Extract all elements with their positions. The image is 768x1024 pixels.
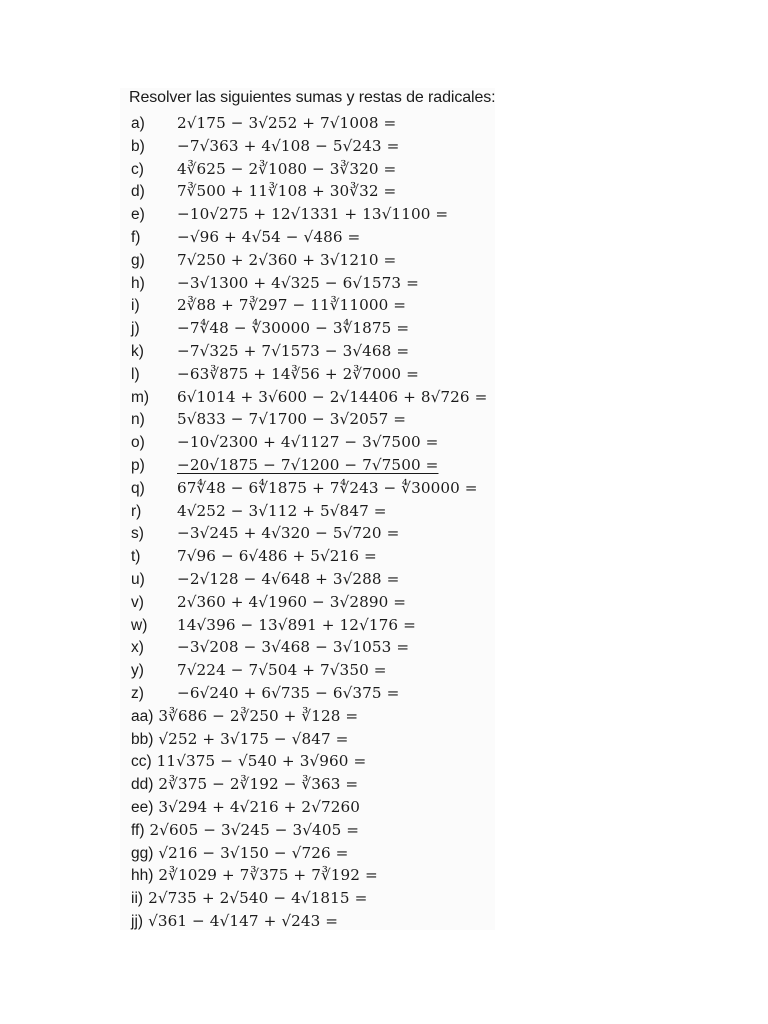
exercise-expression: −7√325 + 7√1573 − 3√468 = xyxy=(177,341,410,360)
exercise-label: j) xyxy=(131,320,140,338)
exercise-label: g) xyxy=(131,251,145,269)
exercise-item xyxy=(129,614,499,637)
exercise-expression: 3√294 + 4√216 + 2√7260 xyxy=(158,797,361,816)
exercise-expression: 67∜48 − 6∜1875 + 7∜243 − ∜30000 = xyxy=(177,478,478,497)
exercise-expression: 5√833 − 7√1700 − 3√2057 = xyxy=(177,410,407,429)
exercise-expression: 2∛88 + 7∛297 − 11∛11000 = xyxy=(177,296,407,315)
exercise-expression: −3√208 − 3√468 − 3√1053 = xyxy=(177,638,410,657)
exercise-expression: 2∛1029 + 7∛375 + 7∛192 = xyxy=(158,866,378,885)
exercise-label: s) xyxy=(131,525,144,543)
exercise-label: r) xyxy=(131,502,142,520)
exercise-item xyxy=(129,500,499,523)
exercise-label: z) xyxy=(131,684,144,702)
worksheet-heading: Resolver las siguientes sumas y restas de radicales: xyxy=(129,89,496,106)
exercise-expression: 7√250 + 2√360 + 3√1210 = xyxy=(177,250,397,269)
exercise-expression: 2√175 − 3√252 + 7√1008 = xyxy=(177,114,397,132)
exercise-expression: −20√1875 − 7√1200 − 7√7500 = xyxy=(177,455,439,474)
exercise-label: ff) xyxy=(131,821,145,839)
exercise-expression: 14√396 − 13√891 + 12√176 = xyxy=(177,615,416,634)
exercise-item xyxy=(129,203,499,226)
exercise-label: l) xyxy=(131,365,140,383)
exercise-item xyxy=(129,796,499,819)
exercise-item xyxy=(129,728,499,751)
exercise-expression: −7∜48 − ∜30000 − 3∜1875 = xyxy=(177,319,410,338)
exercise-label: b) xyxy=(131,137,145,155)
exercise-expression: √216 − 3√150 − √726 = xyxy=(158,843,349,862)
exercise-label: dd) xyxy=(131,776,154,794)
exercise-item xyxy=(129,135,499,158)
exercise-item xyxy=(129,180,499,203)
exercise-expression: 7√96 − 6√486 + 5√216 = xyxy=(177,547,377,566)
exercise-label: t) xyxy=(131,548,141,566)
exercise-item xyxy=(129,226,499,249)
exercise-label: jj) xyxy=(131,912,144,930)
exercise-label: o) xyxy=(131,434,145,452)
exercise-expression: 4∛625 − 2∛1080 − 3∛320 = xyxy=(177,159,397,178)
exercise-item xyxy=(129,887,499,910)
exercise-item xyxy=(129,454,499,477)
exercise-item xyxy=(129,477,499,500)
exercise-expression: 3∛686 − 2∛250 + ∛128 = xyxy=(158,706,359,725)
exercise-item xyxy=(129,819,499,842)
exercise-label: bb) xyxy=(131,730,154,748)
exercise-item xyxy=(129,705,499,728)
exercise-expression: −7√363 + 4√108 − 5√243 = xyxy=(177,136,400,155)
exercise-label: f) xyxy=(131,228,141,246)
exercise-expression: 7∛500 + 11∛108 + 30∛32 = xyxy=(177,182,397,201)
exercise-expression: −2√128 − 4√648 + 3√288 = xyxy=(177,569,400,588)
exercise-label: a) xyxy=(131,115,145,132)
exercise-label: y) xyxy=(131,662,144,680)
exercise-expression: −6√240 + 6√735 − 6√375 = xyxy=(177,683,400,702)
exercise-item xyxy=(129,682,499,705)
exercise-item xyxy=(129,340,499,363)
exercise-item xyxy=(129,591,499,614)
exercise-label: cc) xyxy=(131,753,152,771)
exercise-item xyxy=(129,386,499,409)
exercise-item xyxy=(129,272,499,295)
exercise-label: q) xyxy=(131,479,145,497)
exercise-item xyxy=(129,431,499,454)
exercise-label: h) xyxy=(131,274,145,292)
exercise-item xyxy=(129,522,499,545)
exercise-item xyxy=(129,363,499,386)
exercise-item xyxy=(129,773,499,796)
exercise-expression: −10√2300 + 4√1127 − 3√7500 = xyxy=(177,433,439,452)
exercise-label: i) xyxy=(131,297,140,315)
exercise-item xyxy=(129,659,499,682)
exercise-expression: −√96 + 4√54 − √486 = xyxy=(177,227,361,246)
exercise-expression: −10√275 + 12√1331 + 13√1100 = xyxy=(177,205,449,224)
exercise-label: gg) xyxy=(131,844,154,862)
exercise-item xyxy=(129,408,499,431)
exercise-label: ii) xyxy=(131,890,144,908)
exercise-item xyxy=(129,249,499,272)
exercise-expression: −3√245 + 4√320 − 5√720 = xyxy=(177,524,400,543)
exercise-item xyxy=(129,294,499,317)
exercise-expression: 2√605 − 3√245 − 3√405 = xyxy=(149,820,360,839)
exercise-label: m) xyxy=(131,388,150,406)
exercise-label: d) xyxy=(131,183,145,201)
exercise-expression: 2√360 + 4√1960 − 3√2890 = xyxy=(177,592,407,611)
exercise-label: w) xyxy=(131,616,148,634)
exercise-expression: −3√1300 + 4√325 − 6√1573 = xyxy=(177,273,419,292)
exercise-label: v) xyxy=(131,593,144,611)
exercise-label: u) xyxy=(131,570,145,588)
exercise-label: aa) xyxy=(131,707,154,725)
exercise-expression: 2∛375 − 2∛192 − ∛363 = xyxy=(158,775,359,794)
exercise-item xyxy=(129,568,499,591)
exercise-expression: −63∛875 + 14∛56 + 2∛7000 = xyxy=(177,364,419,383)
exercise-label: c) xyxy=(131,160,144,178)
exercise-item xyxy=(129,864,499,887)
exercise-expression: 11√375 − √540 + 3√960 = xyxy=(156,752,367,771)
exercise-expression: √361 − 4√147 + √243 = xyxy=(148,911,339,930)
exercise-item xyxy=(129,317,499,340)
exercise-expression: 2√735 + 2√540 − 4√1815 = xyxy=(148,889,368,908)
exercise-label: x) xyxy=(131,639,144,657)
exercise-item xyxy=(129,636,499,659)
exercise-expression: √252 + 3√175 − √847 = xyxy=(158,729,349,748)
exercise-label: k) xyxy=(131,342,144,360)
exercise-expression: 6√1014 + 3√600 − 2√14406 + 8√726 = xyxy=(177,387,488,406)
exercise-label: p) xyxy=(131,456,145,474)
exercise-item xyxy=(129,750,499,773)
exercise-item xyxy=(129,910,499,933)
exercise-label: hh) xyxy=(131,867,154,885)
exercise-expression: 4√252 − 3√112 + 5√847 = xyxy=(177,501,387,520)
exercise-item xyxy=(129,112,499,135)
exercise-item xyxy=(129,545,499,568)
exercise-label: n) xyxy=(131,411,145,429)
exercise-item xyxy=(129,842,499,865)
exercise-item xyxy=(129,158,499,181)
exercise-label: ee) xyxy=(131,798,154,816)
exercise-expression: 7√224 − 7√504 + 7√350 = xyxy=(177,661,387,680)
exercise-list xyxy=(129,112,499,933)
exercise-label: e) xyxy=(131,206,145,224)
